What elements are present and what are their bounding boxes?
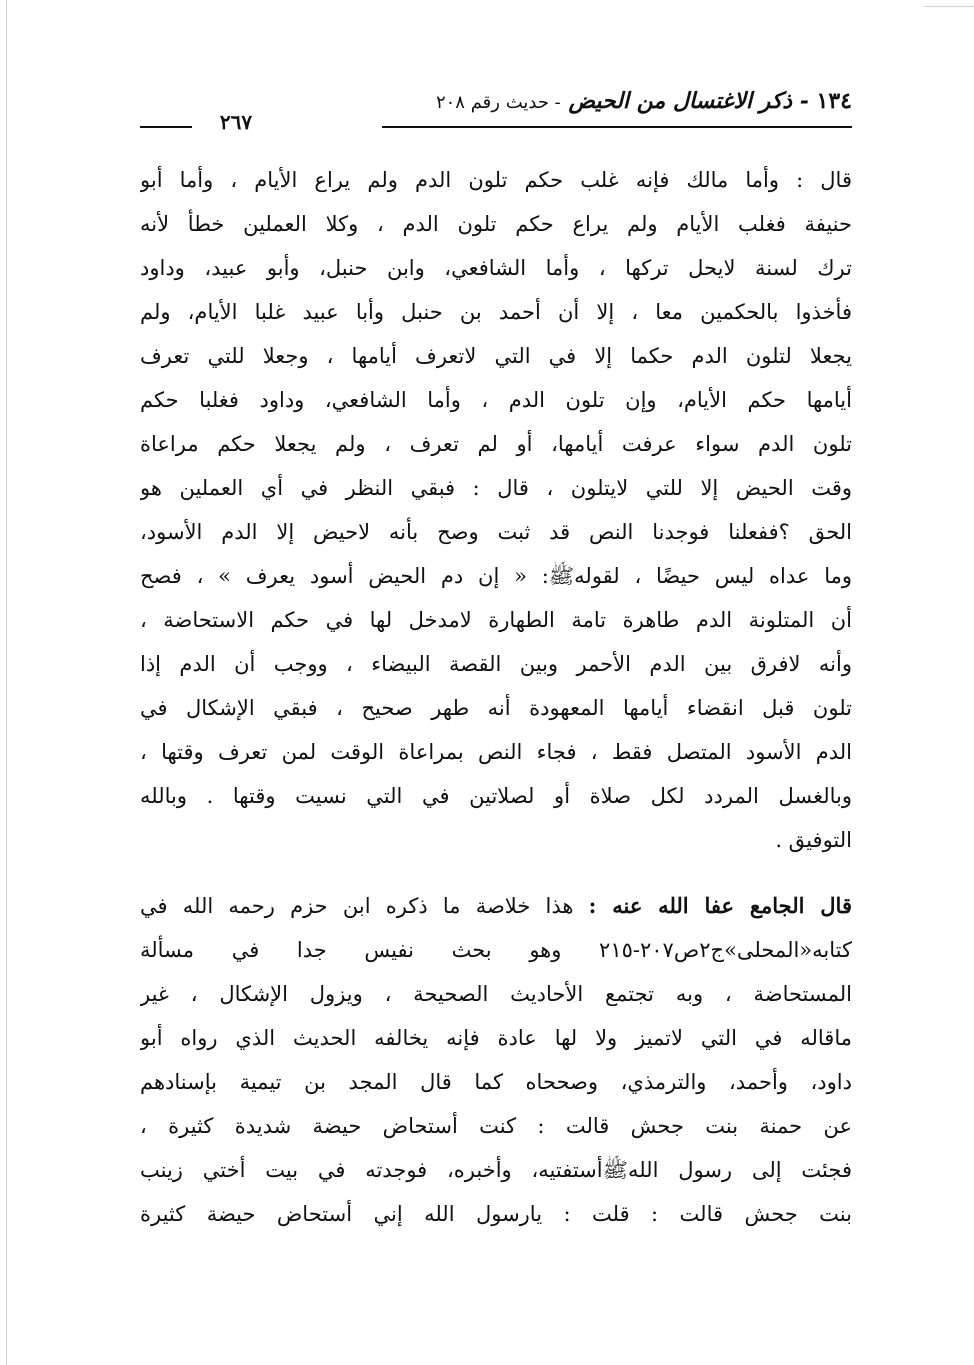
chapter-number: ١٣٤ <box>816 88 852 114</box>
header-title <box>436 88 852 114</box>
text-line: هذا خلاصة ما ذكره ابن حزم رحمه الله في <box>140 894 574 918</box>
hadith-number: - حديث رقم ٢٠٨ <box>435 92 561 113</box>
text-line: حنيفة فغلب الأيام ولم يراع حكم تلون الدم ، وكلا العملين خطأ لأنه <box>140 212 852 236</box>
paragraph-1 <box>140 158 852 862</box>
text-line: كتابه«المحلى»ج٢ص٢٠٧-٢١٥ وهو بحث نفيس جدا في مسألة <box>140 938 852 962</box>
text-line-with-lead <box>140 884 852 928</box>
scan-edge-line <box>6 0 7 1365</box>
text-line: ترك لسنة لايحل تركها ، وأما الشافعي، وابن حنبل، وأبو عبيد، وداود <box>140 256 852 280</box>
paragraph-2 <box>140 884 852 1236</box>
text-line: عن حمنة بنت جحش قالت : كنت أستحاض حيضة شديدة كثيرة ، <box>140 1114 852 1138</box>
scan-edge-mark <box>924 6 974 7</box>
text-line: تلون قبل انقضاء أيامها المعهودة أنه طهر صحيح ، فبقي الإشكال في <box>140 696 852 720</box>
text-line: تلون الدم سواء عرفت أيامها، أو لم تعرف ، ولم يجعلا حكم مراعاة <box>140 432 852 456</box>
text-line: فجئت إلى رسول اللهﷺأستفتيه، وأخبره، فوجدته في بيت أختي زينب <box>140 1158 852 1182</box>
text-line: وما عداه ليس حيضًا ، لقولهﷺ: « إن دم الحيض أسود يعرف » ، فصح <box>140 564 852 588</box>
page-number-rule <box>140 126 192 128</box>
text-line: يجعلا لتلون الدم حكما إلا في التي لاتعرف أيامها ، وجعلا للتي تعرف <box>140 344 852 368</box>
text-line: وبالغسل المردد لكل صلاة أو لصلاتين في التي نسيت وقتها . وبالله <box>140 784 852 808</box>
text-line: التوفيق . <box>775 828 852 852</box>
text-line: بنت جحش قالت : قلت : يارسول الله إني أستحاض حيضة كثيرة <box>140 1202 852 1226</box>
text-line: ماقاله في التي لاتميز ولا لها عادة فإنه يخالفه الحديث الذي رواه أبو <box>140 1026 852 1050</box>
text-line: قال : وأما مالك فإنه غلب حكم تلون الدم ولم يراع الأيام ، وأما أبو <box>140 168 852 192</box>
text-line: فأخذوا بالحكمين معا ، إلا أن أحمد بن حنبل وأبا عبيد غلبا الأيام، ولم <box>140 300 852 324</box>
text-line: وقت الحيض إلا للتي لايتلون ، قال : فبقي النظر في أي العملين هو <box>140 476 852 500</box>
header-rule <box>382 126 852 128</box>
paragraph-lead: قال الجامع عفا الله عنه : <box>588 893 852 918</box>
text-line: داود، وأحمد، والترمذي، وصححاه كما قال المجد بن تيمية بإسنادهم <box>140 1070 852 1094</box>
text-line: أيامها حكم الأيام، وإن تلون الدم ، وأما الشافعي، وداود فغلبا حكم <box>140 388 852 412</box>
text-line: وأنه لافرق بين الدم الأحمر وبين القصة البيضاء ، ووجب أن الدم إذا <box>140 652 852 676</box>
text-line: أن المتلونة الدم طاهرة تامة الطهارة لامدخل لها في حكم الاستحاضة ، <box>140 608 852 632</box>
text-line: المستحاضة ، وبه تجتمع الأحاديث الصحيحة ، ويزول الإشكال ، غير <box>140 982 852 1006</box>
text-line: الحق ؟ففعلنا فوجدنا النص قد ثبت وصح بأنه لاحيض إلا الدم الأسود، <box>140 520 852 544</box>
chapter-title: - ذكر الاغتسال من الحيض <box>568 88 809 114</box>
running-header <box>140 88 852 134</box>
body-text <box>140 158 852 1236</box>
paragraph-spacer <box>140 862 852 884</box>
page-number: ٢٦٧ <box>219 110 253 134</box>
text-line: الدم الأسود المتصل فقط ، فجاء النص بمراعاة الوقت لمن تعرف وقتها ، <box>140 740 852 764</box>
